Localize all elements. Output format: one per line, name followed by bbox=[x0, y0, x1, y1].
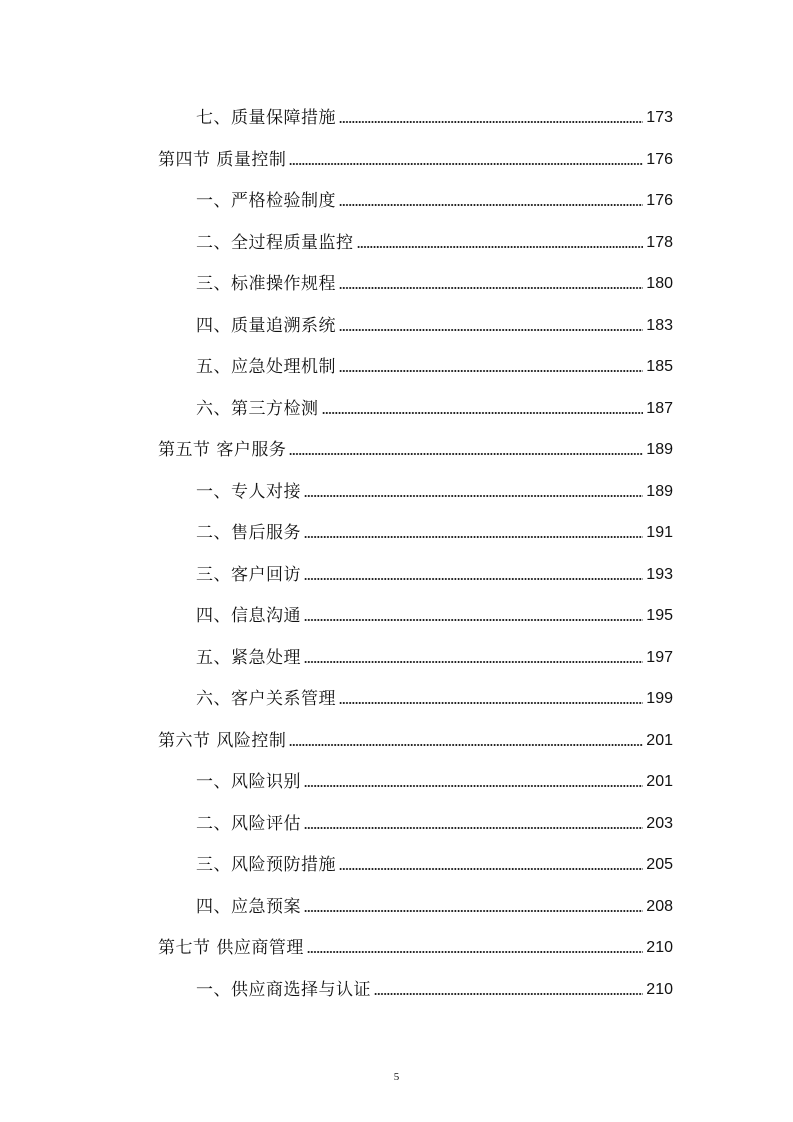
toc-item-entry[interactable] bbox=[196, 848, 673, 876]
toc-entry-page-number: 210 bbox=[646, 939, 673, 956]
dot-leader bbox=[304, 618, 643, 622]
dot-leader bbox=[289, 743, 643, 747]
toc-entry-page-number: 191 bbox=[646, 524, 673, 541]
toc-entry-label: 三、标准操作规程 bbox=[196, 274, 336, 294]
toc-entry-label: 一、专人对接 bbox=[196, 482, 301, 502]
toc-entry-label: 二、全过程质量监控 bbox=[196, 233, 354, 253]
toc-item-entry[interactable] bbox=[196, 392, 673, 420]
toc-entry-page-number: 199 bbox=[646, 690, 673, 707]
dot-leader bbox=[304, 577, 643, 581]
toc-section-entry[interactable] bbox=[158, 931, 673, 959]
toc-item-entry[interactable] bbox=[196, 890, 673, 918]
toc-item-entry[interactable] bbox=[196, 309, 673, 337]
toc-entry-page-number: 197 bbox=[646, 649, 673, 666]
dot-leader bbox=[304, 660, 643, 664]
toc-entry-label: 一、严格检验制度 bbox=[196, 191, 336, 211]
toc-section-entry[interactable] bbox=[158, 143, 673, 171]
dot-leader bbox=[307, 950, 643, 954]
dot-leader bbox=[357, 245, 644, 249]
toc-item-entry[interactable] bbox=[196, 558, 673, 586]
dot-leader bbox=[339, 369, 643, 373]
toc-entry-page-number: 180 bbox=[646, 275, 673, 292]
toc-entry-label: 五、紧急处理 bbox=[196, 648, 301, 668]
toc-entry-label: 一、风险识别 bbox=[196, 772, 301, 792]
toc-item-entry[interactable] bbox=[196, 184, 673, 212]
toc-entry-label: 二、风险评估 bbox=[196, 814, 301, 834]
toc-entry-page-number: 193 bbox=[646, 566, 673, 583]
toc-entry-page-number: 187 bbox=[646, 400, 673, 417]
toc-item-entry[interactable] bbox=[196, 226, 673, 254]
toc-entry-label: 六、客户关系管理 bbox=[196, 689, 336, 709]
toc-entry-label: 第四节 质量控制 bbox=[158, 150, 287, 170]
toc-item-entry[interactable] bbox=[196, 350, 673, 378]
dot-leader bbox=[339, 701, 643, 705]
toc-item-entry[interactable] bbox=[196, 682, 673, 710]
toc-item-entry[interactable] bbox=[196, 101, 673, 129]
toc-item-entry[interactable] bbox=[196, 475, 673, 503]
toc-entry-label: 七、质量保障措施 bbox=[196, 108, 336, 128]
toc-entry-label: 六、第三方检测 bbox=[196, 399, 319, 419]
toc-item-entry[interactable] bbox=[196, 267, 673, 295]
toc-entry-page-number: 183 bbox=[646, 317, 673, 334]
toc-entry-page-number: 208 bbox=[646, 898, 673, 915]
toc-entry-label: 第五节 客户服务 bbox=[158, 440, 287, 460]
toc-entry-page-number: 185 bbox=[646, 358, 673, 375]
toc-item-entry[interactable] bbox=[196, 765, 673, 793]
toc-item-entry[interactable] bbox=[196, 973, 673, 1001]
page-number: 5 bbox=[393, 1071, 400, 1083]
toc-item-entry[interactable] bbox=[196, 641, 673, 669]
toc-entry-page-number: 176 bbox=[646, 151, 673, 168]
toc-entry-page-number: 176 bbox=[646, 192, 673, 209]
dot-leader bbox=[374, 992, 643, 996]
toc-entry-label: 第六节 风险控制 bbox=[158, 731, 287, 751]
toc-entry-label: 二、售后服务 bbox=[196, 523, 301, 543]
dot-leader bbox=[339, 203, 643, 207]
toc-entry-page-number: 210 bbox=[646, 981, 673, 998]
toc-item-entry[interactable] bbox=[196, 807, 673, 835]
toc-entry-label: 一、供应商选择与认证 bbox=[196, 980, 371, 1000]
toc-entry-page-number: 189 bbox=[646, 441, 673, 458]
toc-entry-label: 第七节 供应商管理 bbox=[158, 938, 304, 958]
dot-leader bbox=[304, 535, 643, 539]
dot-leader bbox=[304, 826, 643, 830]
toc-entry-page-number: 173 bbox=[646, 109, 673, 126]
toc-item-entry[interactable] bbox=[196, 599, 673, 627]
toc-entry-label: 四、质量追溯系统 bbox=[196, 316, 336, 336]
toc-item-entry[interactable] bbox=[196, 516, 673, 544]
dot-leader bbox=[322, 411, 644, 415]
dot-leader bbox=[304, 784, 643, 788]
toc-entry-page-number: 178 bbox=[646, 234, 673, 251]
dot-leader bbox=[304, 494, 643, 498]
dot-leader bbox=[304, 909, 643, 913]
dot-leader bbox=[289, 162, 643, 166]
toc-section-entry[interactable] bbox=[158, 724, 673, 752]
toc-entry-page-number: 203 bbox=[646, 815, 673, 832]
dot-leader bbox=[339, 286, 643, 290]
toc-entry-page-number: 189 bbox=[646, 483, 673, 500]
dot-leader bbox=[339, 120, 643, 124]
toc-entry-label: 四、信息沟通 bbox=[196, 606, 301, 626]
toc-entry-label: 三、客户回访 bbox=[196, 565, 301, 585]
toc-section-entry[interactable] bbox=[158, 433, 673, 461]
toc-entry-label: 五、应急处理机制 bbox=[196, 357, 336, 377]
dot-leader bbox=[339, 328, 643, 332]
toc-entry-label: 三、风险预防措施 bbox=[196, 855, 336, 875]
dot-leader bbox=[339, 867, 643, 871]
dot-leader bbox=[289, 452, 643, 456]
toc-entry-page-number: 205 bbox=[646, 856, 673, 873]
toc-entry-page-number: 201 bbox=[646, 773, 673, 790]
toc-entry-page-number: 195 bbox=[646, 607, 673, 624]
toc-entry-label: 四、应急预案 bbox=[196, 897, 301, 917]
toc-entry-page-number: 201 bbox=[646, 732, 673, 749]
